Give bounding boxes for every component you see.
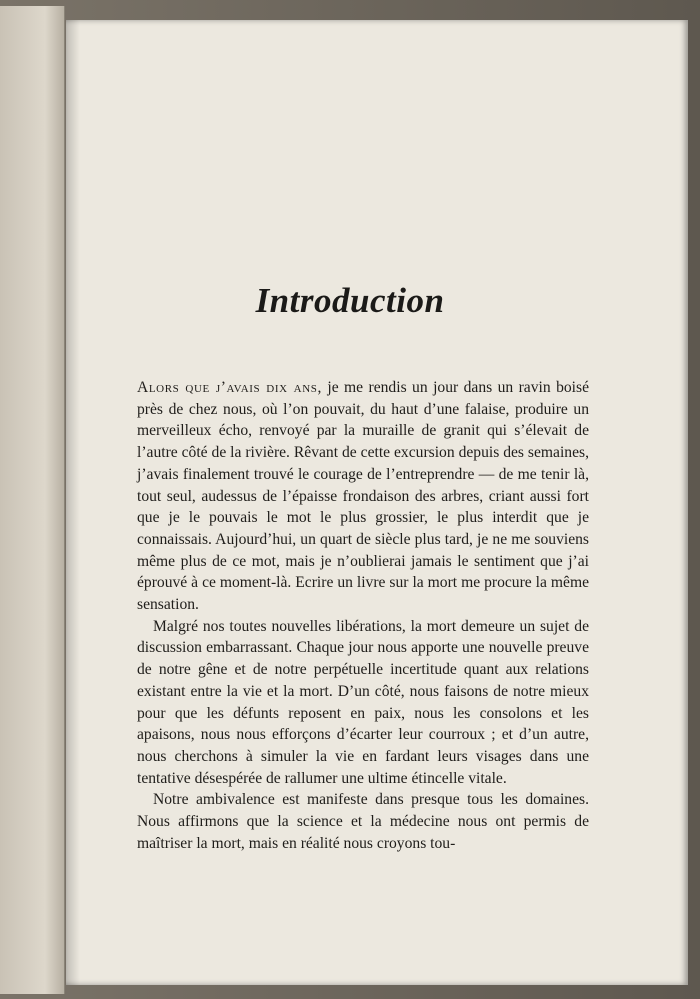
paragraph-1 bbox=[137, 377, 589, 616]
chapter-title: Introduction bbox=[255, 281, 445, 321]
paragraph-2: Malgré nos toutes nouvelles libérations, la mort demeure un sujet de discussion embarrassant. Chaque jour nous apporte une nouvelle preuve de notre gêne et de notre perpétuelle incertitude quant aux relations existant entre la vie et la mort. D’un côté, nous faisons de notre mieux pour que les défunts reposent en paix, nous les consolons et les apaisons, nous nous efforçons d’écarter leur courroux ; et d’un autre, nous cherchons à simuler la vie en fardant leurs visages dans une tentative désespérée de rallumer une ultime étincelle vitale. bbox=[137, 617, 589, 787]
paragraph-1-text: je me rendis un jour dans un ravin boisé près de chez nous, où l’on pouvait, du haut d’une falaise, produire un merveilleux écho, renvoyé par la muraille de granit qui s’élevait de l’autre côté de la rivière. Rêvant de cette excursion depuis des semaines, j’avais finalement trouvé le courage de l’entreprendre — de me tenir là, tout seul, audessus de l’épaisse frondaison des arbres, criant aussi fort que je le pouvais le mot le plus grossier, le plus interdit que je connaissais. Aujourd’hui, un quart de siècle plus tard, je ne me souviens même plus de ce mot, mais je n’oublierai jamais le sentiment que j’ai éprouvé à ce moment-là. Ecrire un livre sur la mort me procure la même sensation. bbox=[137, 379, 589, 614]
facing-page-edge bbox=[0, 6, 65, 994]
gutter-shadow bbox=[66, 20, 80, 985]
paragraph-3: Notre ambivalence est manifeste dans presque tous les domaines. Nous affirmons que la science et la médecine nous ont permis de maîtriser la mort, mais en réalité nous croyons tou- bbox=[137, 791, 589, 852]
paragraph-1-lead: Alors que j’avais dix ans, bbox=[137, 379, 322, 396]
chapter-body bbox=[137, 377, 589, 854]
